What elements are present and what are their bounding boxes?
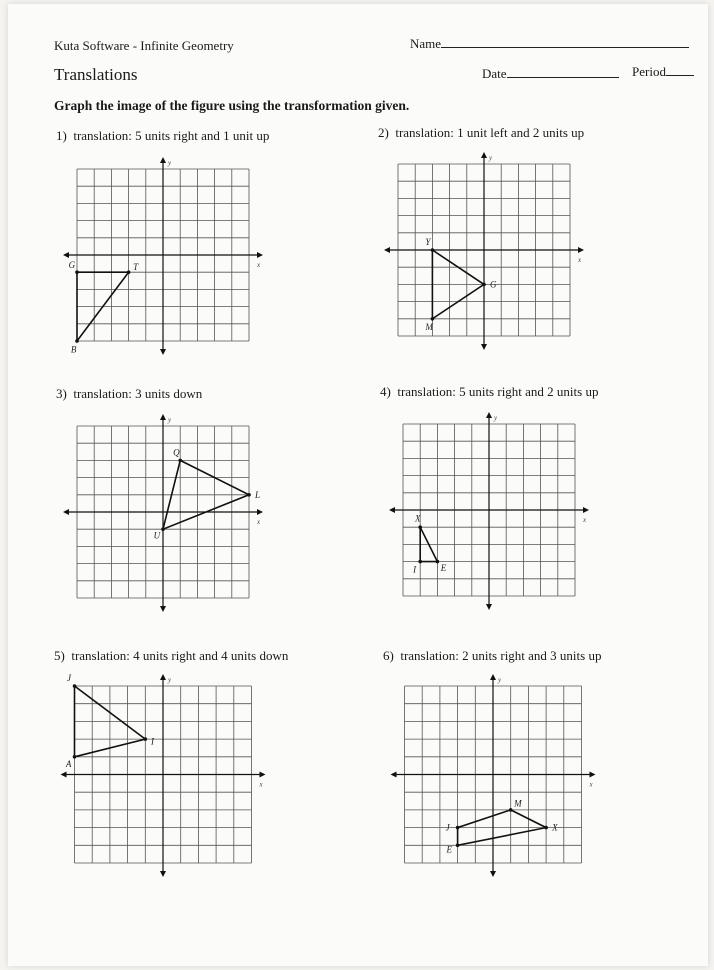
y-axis-arrow-down — [486, 604, 492, 610]
vertex-point — [431, 317, 435, 321]
coordinate-grid-3[interactable] — [60, 412, 266, 612]
vertex-point — [482, 283, 486, 287]
problem-number: 3) — [56, 386, 67, 401]
y-axis-arrow-down — [160, 871, 166, 877]
problem-text: translation: 4 units right and 4 units down — [71, 648, 289, 663]
publisher-name: Kuta Software - Infinite Geometry — [54, 38, 234, 53]
coordinate-grid-2[interactable] — [381, 150, 587, 350]
page-title: Translations — [54, 65, 138, 84]
vertex-label: J — [67, 673, 72, 684]
problem-text: translation: 3 units down — [73, 386, 203, 401]
vertex-point — [144, 737, 148, 741]
x-axis-label: x — [257, 261, 261, 269]
problem-number: 4) — [380, 384, 391, 399]
y-axis-label: y — [498, 676, 502, 684]
x-axis-arrow-right — [590, 772, 596, 778]
x-axis-arrow-left — [63, 509, 69, 515]
coordinate-grid-4[interactable] — [386, 410, 592, 610]
name-field[interactable] — [410, 36, 689, 52]
y-axis-arrow-down — [481, 344, 487, 350]
x-axis-arrow-right — [257, 509, 263, 515]
vertex-point — [73, 684, 77, 688]
problem-1-caption — [56, 128, 269, 144]
x-axis-arrow-left — [61, 772, 67, 778]
vertex-point — [456, 826, 460, 830]
problem-text: translation: 1 unit left and 2 units up — [395, 125, 585, 140]
name-line[interactable] — [441, 47, 689, 48]
x-axis-arrow-left — [384, 247, 390, 253]
y-axis-arrow-down — [490, 871, 496, 877]
date-line[interactable] — [507, 77, 619, 78]
problem-3-caption — [56, 386, 202, 402]
problem-5-caption — [54, 648, 288, 664]
vertex-label: Q — [173, 447, 180, 458]
y-axis-label: y — [168, 159, 172, 167]
vertex-label: U — [153, 530, 161, 541]
name-label: Name — [410, 36, 442, 51]
vertex-label: X — [415, 513, 421, 524]
vertex-point — [436, 560, 440, 564]
coordinate-grid-5[interactable] — [58, 672, 268, 877]
y-axis-arrow-down — [160, 349, 166, 355]
vertex-point — [418, 525, 422, 529]
y-axis-label: y — [168, 676, 172, 684]
y-axis-arrow-up — [160, 157, 166, 163]
vertex-label: T — [133, 262, 139, 273]
vertex-label: G — [68, 260, 76, 270]
vertex-point — [75, 270, 79, 274]
x-axis-arrow-right — [578, 247, 584, 253]
problem-text: translation: 5 units right and 2 units up — [397, 384, 599, 399]
x-axis-arrow-right — [583, 507, 589, 513]
vertex-point — [178, 459, 182, 463]
y-axis-label: y — [494, 414, 498, 422]
y-axis-arrow-up — [160, 674, 166, 680]
problem-6-caption — [383, 648, 601, 664]
problem-number: 2) — [378, 125, 389, 140]
vertex-label: L — [255, 489, 261, 500]
vertex-point — [247, 493, 251, 497]
problem-number: 6) — [383, 648, 394, 663]
instructions: Graph the image of the figure using the transformation given. — [54, 98, 410, 113]
period-label: Period — [632, 64, 666, 79]
vertex-point — [75, 339, 79, 343]
date-label: Date — [482, 66, 507, 81]
vertex-label: E — [446, 844, 453, 855]
x-axis-arrow-left — [391, 772, 397, 778]
x-axis-arrow-right — [257, 252, 263, 258]
y-axis-arrow-up — [160, 414, 166, 420]
vertex-label: J — [445, 822, 450, 833]
vertex-point — [456, 844, 460, 848]
y-axis-arrow-up — [486, 412, 492, 418]
problem-number: 1) — [56, 128, 67, 143]
problem-number: 5) — [54, 648, 65, 663]
problem-text: translation: 5 units right and 1 unit up — [73, 128, 270, 143]
x-axis-arrow-right — [260, 772, 266, 778]
y-axis-label: y — [168, 416, 172, 424]
problem-2-caption — [378, 125, 584, 141]
vertex-label: I — [151, 736, 155, 747]
date-field[interactable] — [482, 66, 619, 82]
x-axis-label: x — [589, 780, 593, 789]
vertex-label: G — [490, 279, 497, 290]
problem-4-caption — [380, 384, 598, 400]
x-axis-arrow-left — [389, 507, 395, 513]
vertex-label: I — [413, 564, 417, 575]
coordinate-grid-1[interactable] — [60, 155, 266, 355]
vertex-label: A — [65, 758, 72, 769]
vertex-label: M — [425, 321, 433, 332]
x-axis-label: x — [583, 516, 587, 524]
x-axis-label: x — [259, 780, 263, 789]
y-axis-label: y — [489, 154, 493, 162]
period-line[interactable] — [666, 75, 694, 76]
vertex-point — [161, 527, 165, 531]
vertex-label: M — [514, 798, 522, 809]
x-axis-arrow-left — [63, 252, 69, 258]
vertex-label: E — [440, 562, 447, 573]
coordinate-grid-6[interactable] — [388, 672, 598, 877]
vertex-point — [127, 270, 131, 274]
vertex-point — [544, 826, 548, 830]
y-axis-arrow-down — [160, 606, 166, 612]
vertex-point — [418, 560, 422, 564]
x-axis-label: x — [257, 518, 261, 526]
vertex-point — [509, 808, 513, 812]
vertex-label: X — [552, 822, 558, 833]
problem-text: translation: 2 units right and 3 units up — [400, 648, 602, 663]
vertex-point — [431, 248, 435, 252]
y-axis-arrow-up — [490, 674, 496, 680]
x-axis-label: x — [578, 256, 582, 264]
y-axis-arrow-up — [481, 152, 487, 158]
period-field[interactable] — [632, 64, 694, 80]
vertex-point — [73, 755, 77, 759]
vertex-label: Y — [425, 236, 431, 247]
vertex-label: B — [70, 344, 77, 355]
